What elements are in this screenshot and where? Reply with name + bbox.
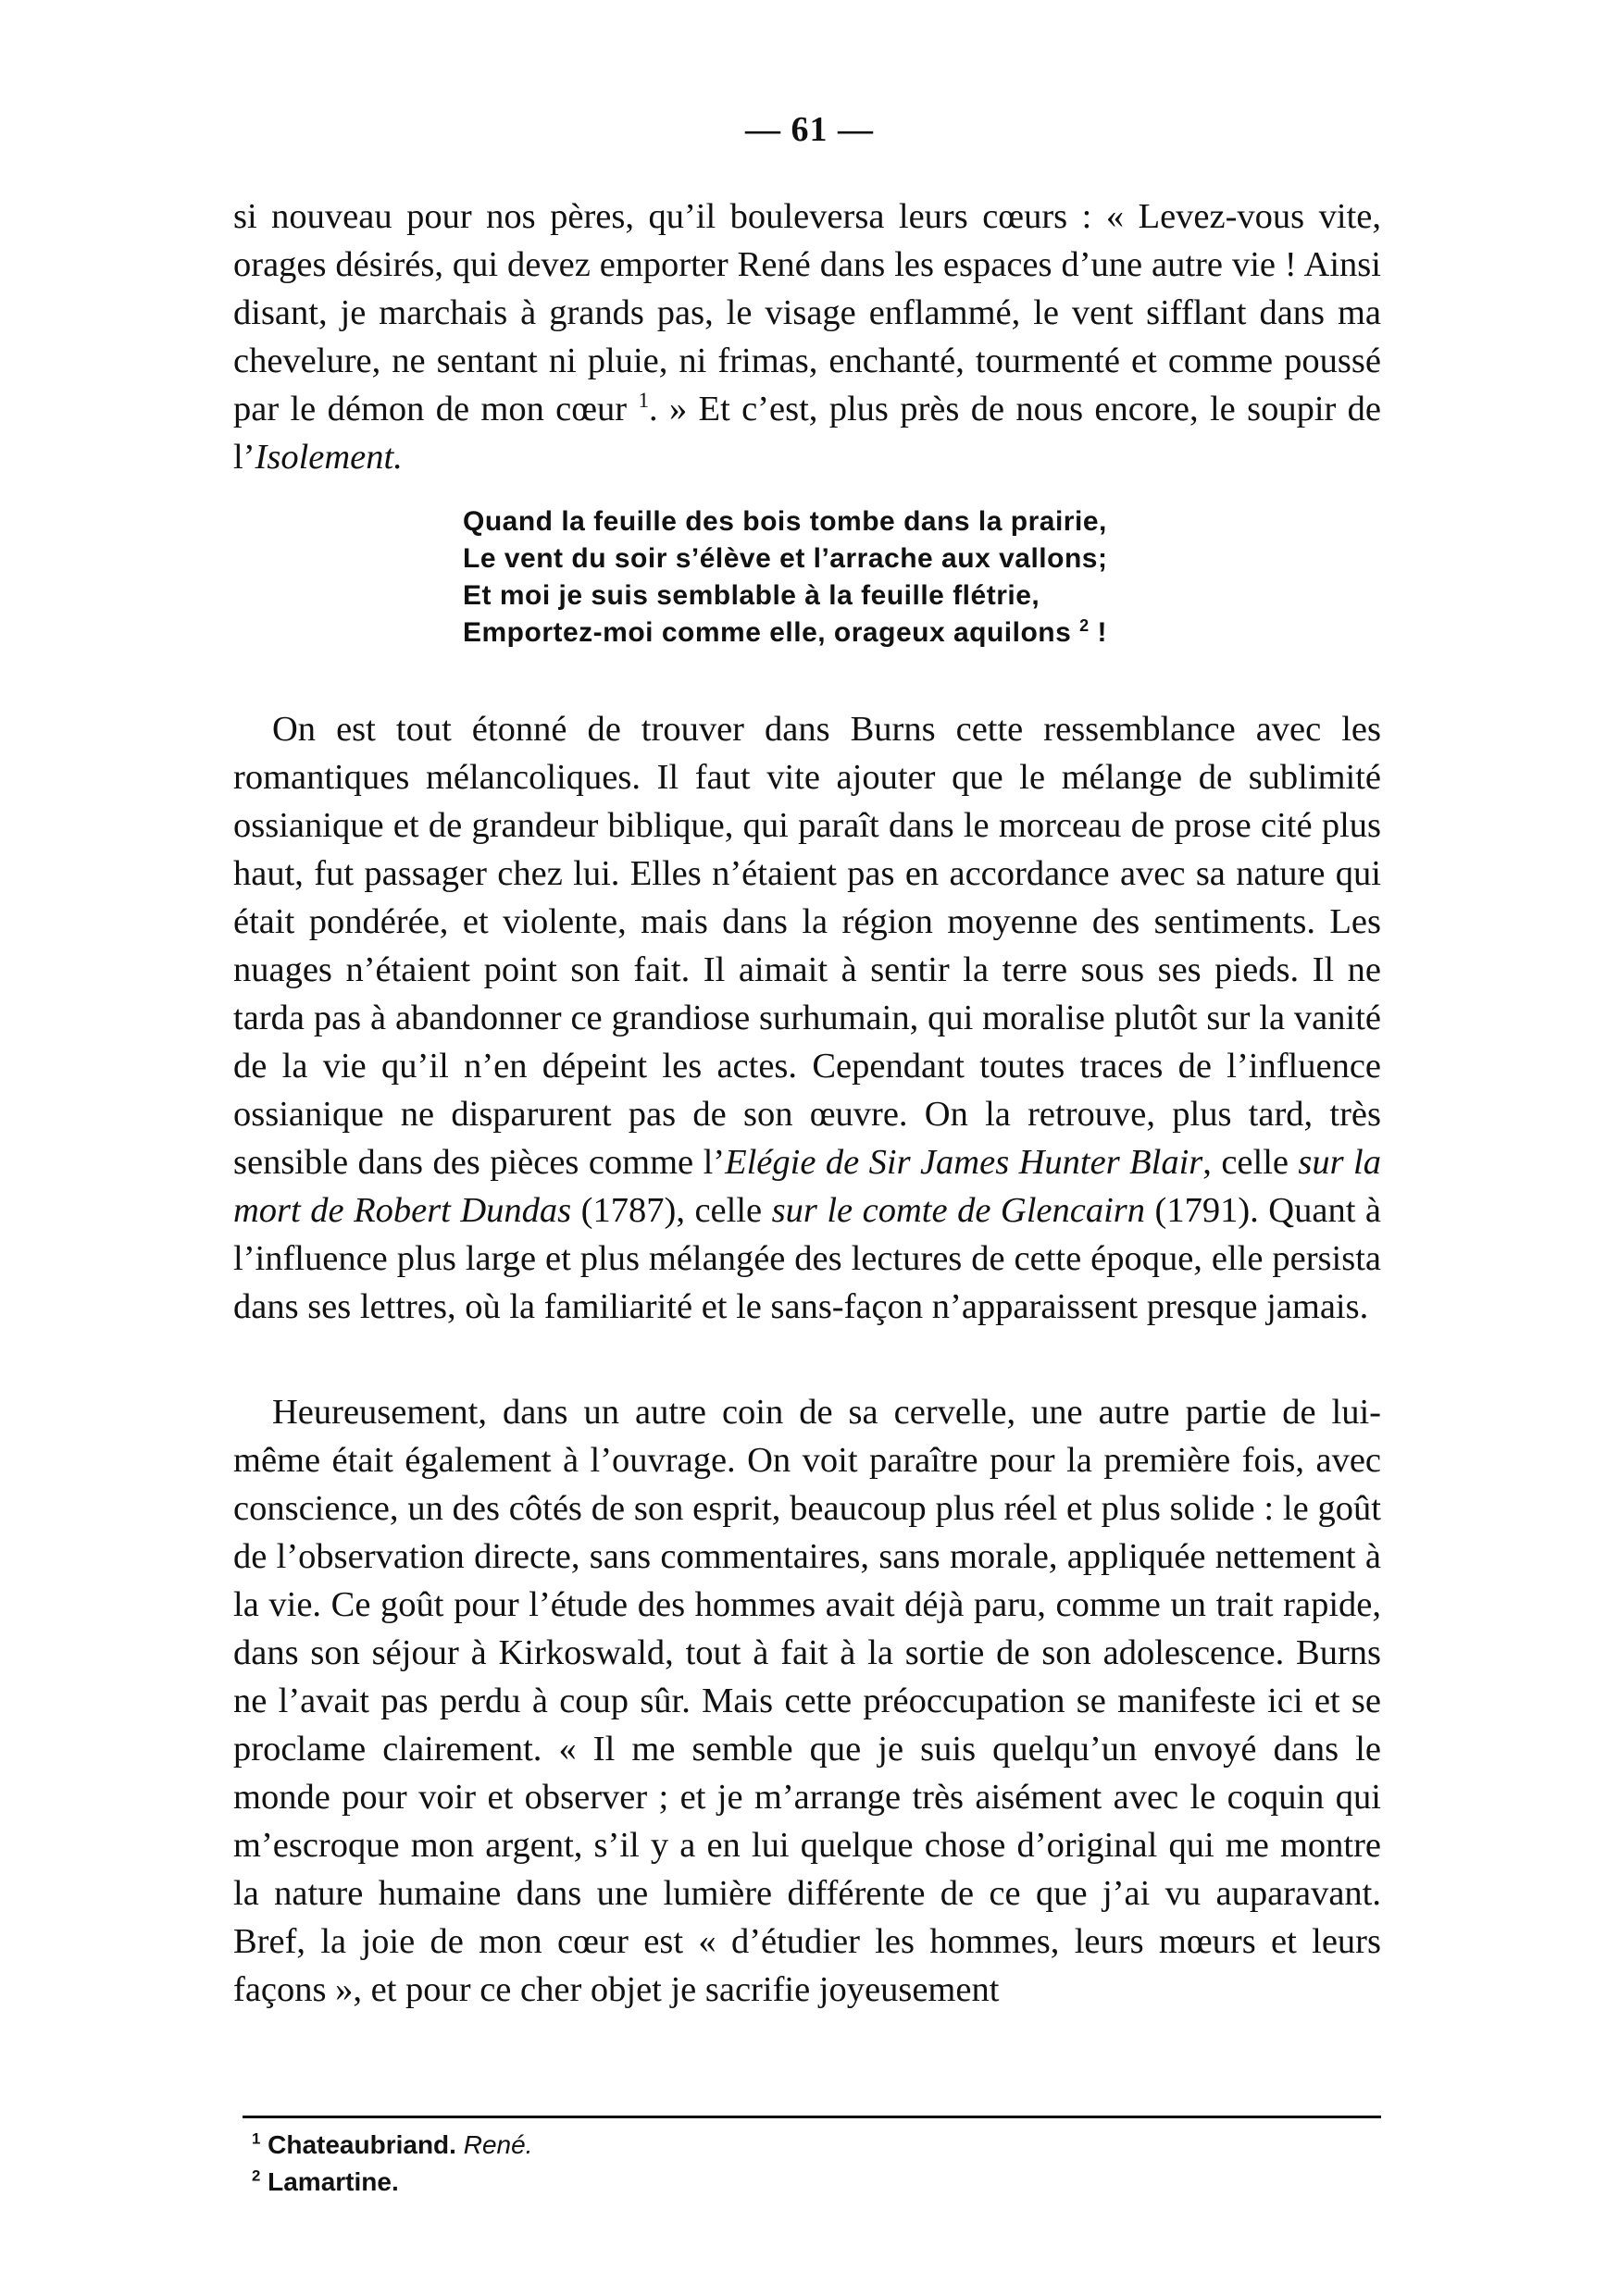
footnote-2-text: Lamartine. xyxy=(268,2167,399,2196)
paragraph-1 xyxy=(233,192,1381,481)
footnote-2 xyxy=(252,2164,1177,2201)
poem-line-1: Quand la feuille des bois tombe dans la prairie, xyxy=(463,506,1107,537)
footnotes xyxy=(252,2127,1177,2201)
footnote-1-number: 1 xyxy=(252,2129,261,2148)
poem-quotation xyxy=(463,503,1166,652)
poem-line-2: Le vent du soir s’élève et l’arrache aux vallons; xyxy=(463,543,1108,574)
footnote-2-number: 2 xyxy=(252,2166,261,2185)
poem-line-4: Emportez-moi comme elle, orageux aquilons xyxy=(463,617,1072,648)
poem-line-4-mark: ! xyxy=(1089,617,1107,648)
footnote-ref-2: 2 xyxy=(1079,616,1090,635)
paragraph-2-text-b: , celle xyxy=(1202,1143,1299,1182)
paragraph-1-text: si nouveau pour nos pères, qu’il bouleversa leurs cœurs : « Levez-vous vite, orages désirés, qui devez emporter René dans les espaces d’une autre vie ! Ainsi disant, je marchais à grands pas, le visage enflammé, le vent sifflant dans ma chevelure, ne sentant ni pluie, ni frimas, enchanté, tourmenté et comme poussé par le démon de mon cœur xyxy=(233,197,1381,428)
page-number: — 61 — xyxy=(745,110,874,149)
paragraph-2 xyxy=(233,705,1381,1331)
paragraph-3-text: Heureusement, dans un autre coin de sa cervelle, une autre partie de lui-même était également à l’ouvrage. On voit paraître pour la première fois, avec conscience, un des côtés de son esprit, beaucoup plus réel et plus solide : le goût de l’observation directe, sans commentaires, sans morale, appliquée nettement à la vie. Ce goût pour l’étude des hommes avait déjà paru, comme un trait rapide, dans son séjour à Kirkoswald, tout à fait à la sortie de son adolescence. Burns ne l’avait pas perdu à coup sûr. Mais cette préoccupation se manifeste ici et se proclame clairement. « Il me semble que je suis quelqu’un envoyé dans le monde pour voir et observer ; et je m’arrange très aisément avec le coquin qui m’escroque mon argent, s’il y a en lui quelque chose d’original qui me montre la nature humaine dans une lumière différente de ce que j’ai vu auparavant. Bref, la joie de mon cœur est « d’étudier les hommes, leurs mœurs et leurs façons », et pour ce cher objet je sacrifie joyeusement xyxy=(233,1393,1381,2009)
paragraph-2-text: On est tout étonné de trouver dans Burns cette ressemblance avec les romantiques mélancoliques. Il faut vite ajouter que le mélange de sublimité ossianique et de grandeur biblique, qui paraît dans le morceau de prose cité plus haut, fut passager chez lui. Elles n’étaient pas en accordance avec sa nature qui était pondérée, et violente, mais dans la région moyenne des sentiments. Les nuages n’étaient point son fait. Il aimait à sentir la terre sous ses pieds. Il ne tarda pas à abandonner ce grandiose surhumain, qui moralise plutôt sur la vanité de la vie qu’il n’en dépeint les actes. Cependant toutes traces de l’influence ossianique ne disparurent pas de son œuvre. On la retrouve, plus tard, très sensible dans des pièces comme l’ xyxy=(233,710,1381,1182)
paragraph-1-continuation: . » Et c’est, plus près de nous encore, le soupir de l’ xyxy=(233,390,1381,477)
footnote-1-text: Chateaubriand. xyxy=(268,2130,464,2159)
glencairn-title: sur le comte de Glencairn xyxy=(771,1191,1146,1230)
paragraph-2-text-c: (1787), celle xyxy=(571,1191,772,1230)
elegie-title: Elégie de Sir James Hunter Blair xyxy=(725,1143,1203,1182)
paragraph-3 xyxy=(233,1388,1381,2014)
dundas-title: sur la mort de Robert Dundas xyxy=(233,1143,1381,1230)
poem-line-4-wrap xyxy=(463,614,1166,652)
footnote-divider xyxy=(243,2116,1381,2118)
footnote-1-italic: René. xyxy=(463,2130,533,2159)
footnote-1 xyxy=(252,2127,1177,2164)
poem-line-3: Et moi je suis semblable à la feuille flétrie, xyxy=(463,580,1040,611)
footnote-ref-1: 1 xyxy=(638,388,650,413)
isolement-title: Isolement. xyxy=(255,438,403,477)
paragraph-2-text-d: (1791). Quant à l’influence plus large et plus mélangée des lectures de cette époque, elle persista dans ses lettres, où la familiarité et le sans-façon n’apparaissent presque jamais. xyxy=(233,1191,1381,1326)
